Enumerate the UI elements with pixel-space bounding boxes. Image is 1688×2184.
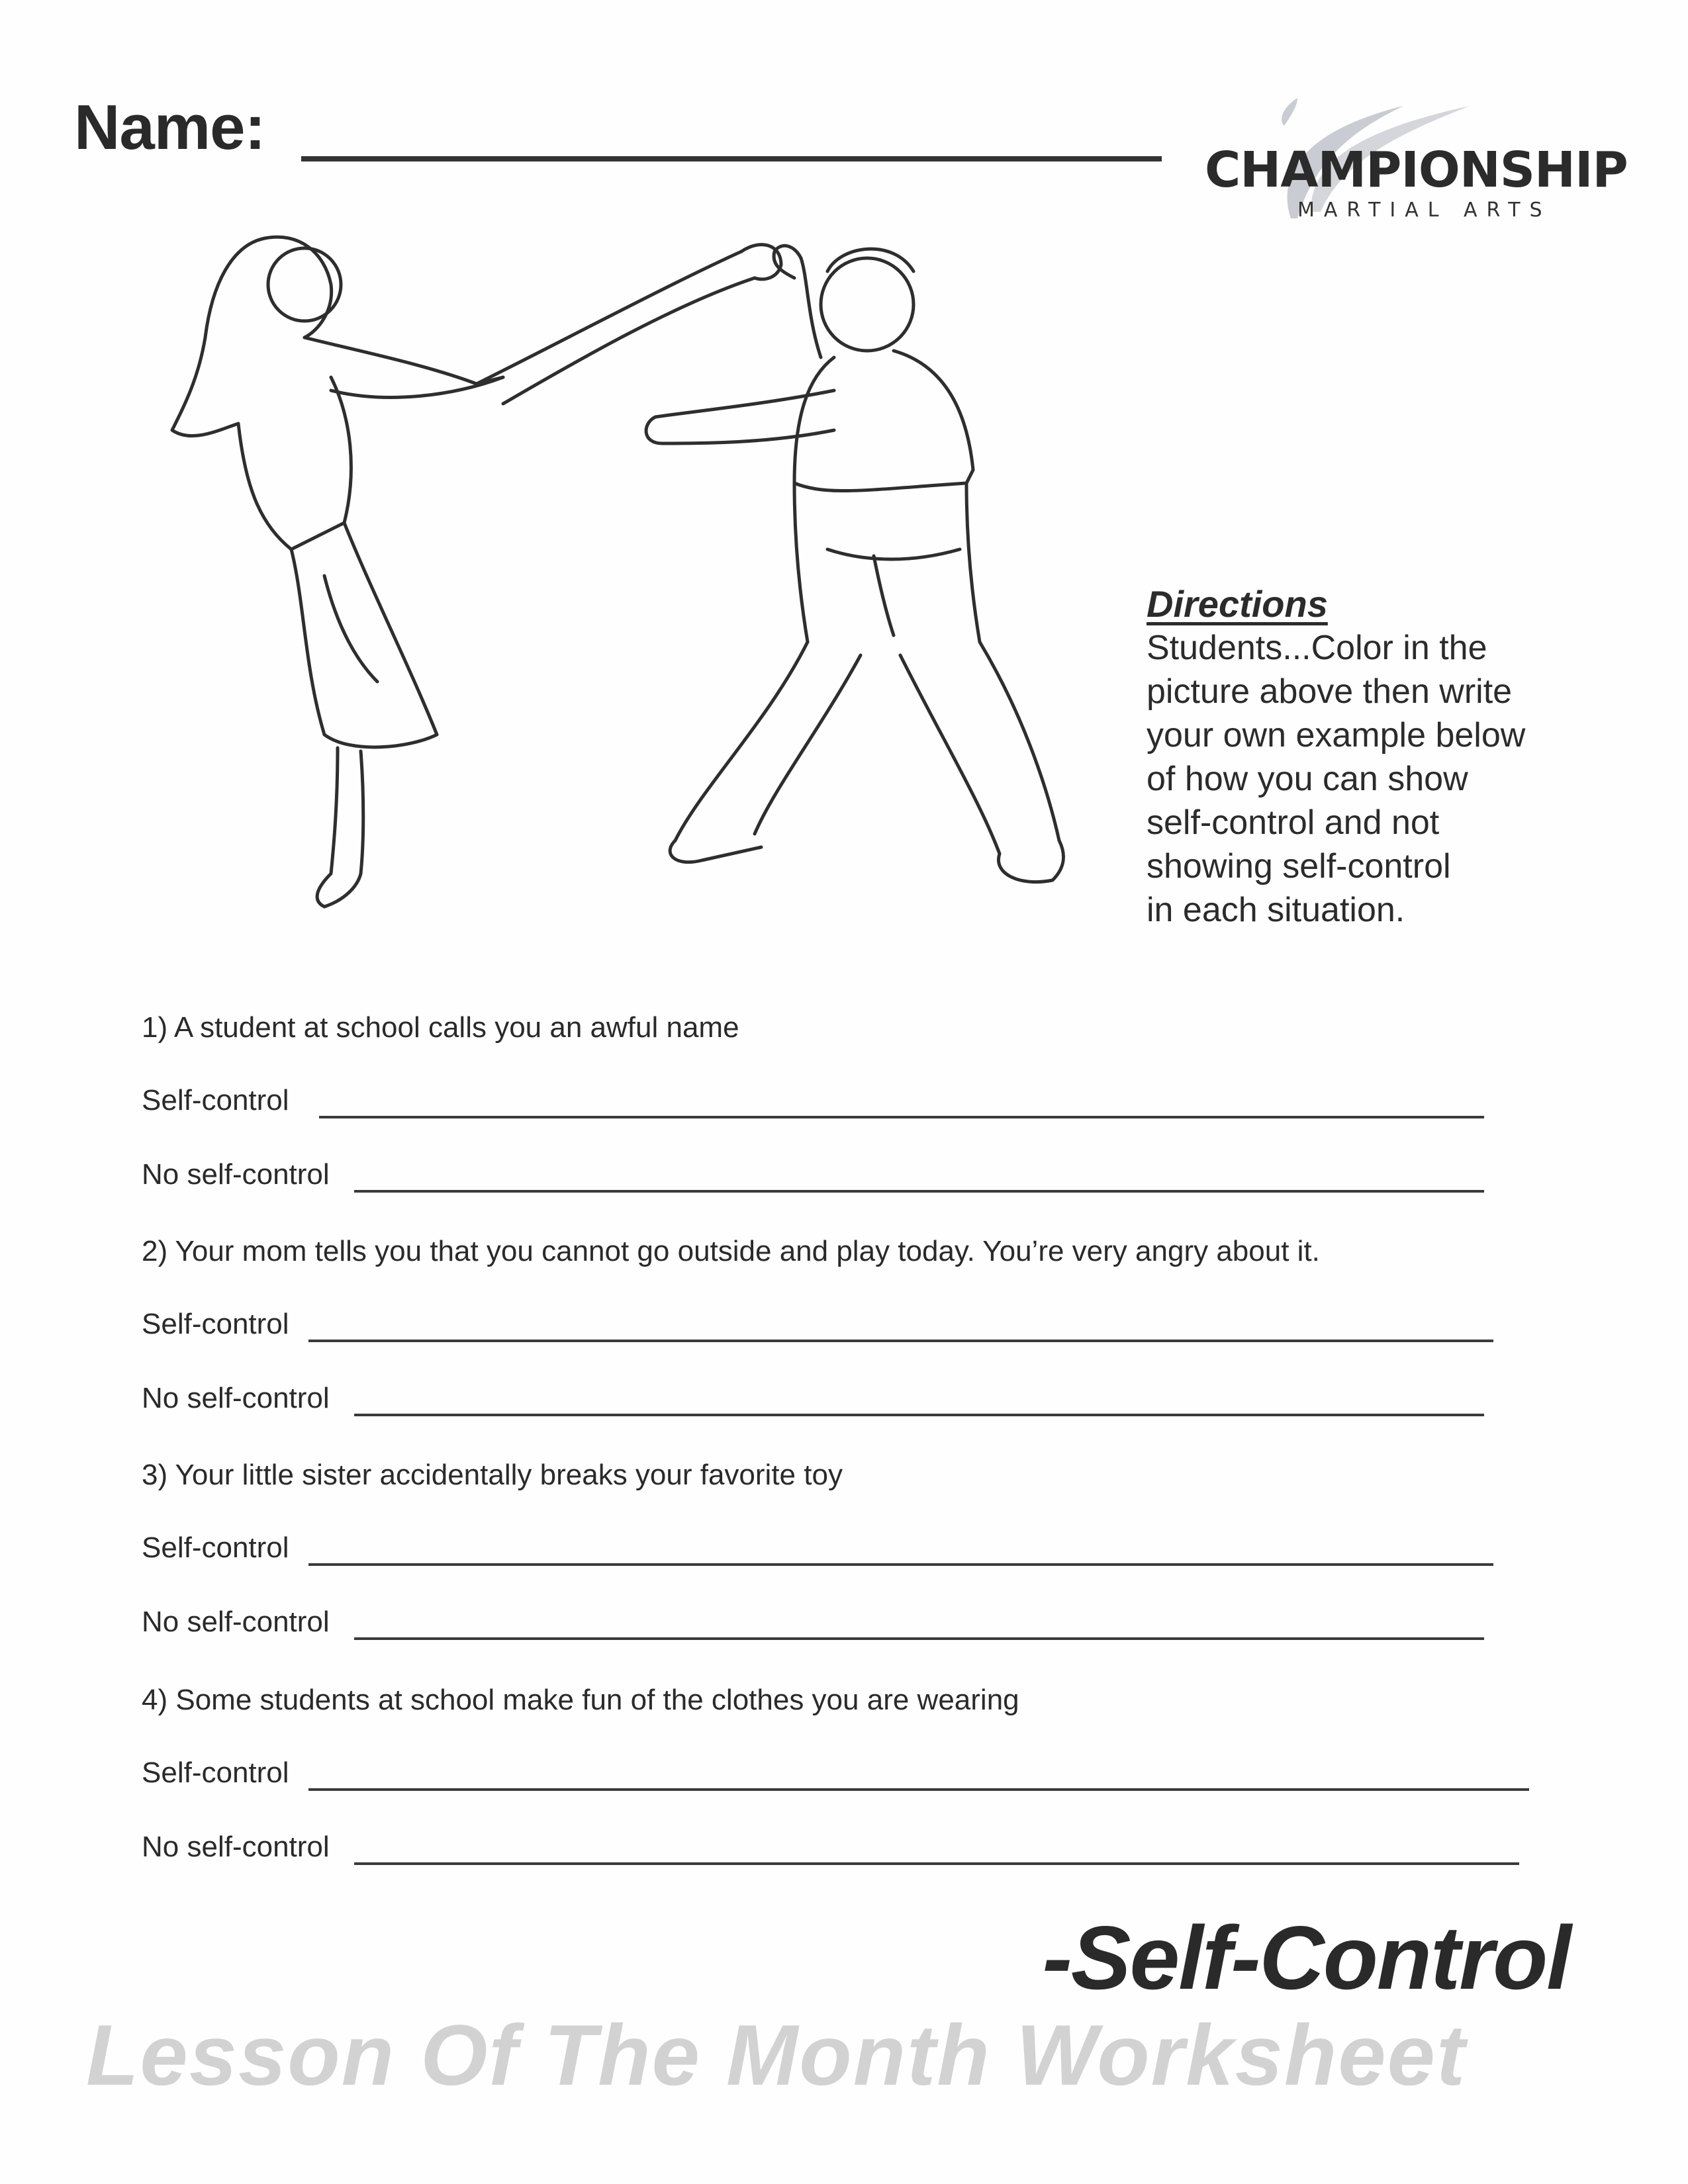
question-1: 1) A student at school calls you an awful name (142, 1011, 739, 1044)
directions-line: showing self-control (1147, 847, 1451, 886)
question-4: 4) Some students at school make fun of the clothes you are wearing (142, 1684, 1019, 1716)
self-control-answer-line[interactable] (319, 1116, 1484, 1118)
question-2: 2) Your mom tells you that you cannot go outside and play today. You’re very angry about it. (142, 1235, 1320, 1267)
self-control-label: Self-control (142, 1084, 289, 1116)
no-self-control-label: No self-control (142, 1831, 330, 1863)
self-control-label: Self-control (142, 1531, 289, 1564)
no-self-control-label: No self-control (142, 1606, 330, 1638)
question-3: 3) Your little sister accidentally breaks your favorite toy (142, 1459, 843, 1491)
directions-title: Directions (1147, 583, 1328, 625)
no-self-control-answer-line[interactable] (354, 1637, 1484, 1640)
self-control-answer-line[interactable] (308, 1788, 1529, 1791)
name-label: Name: (74, 92, 265, 163)
directions-line: in each situation. (1147, 891, 1405, 929)
self-control-label: Self-control (142, 1756, 289, 1789)
directions-line: self-control and not (1147, 803, 1440, 842)
no-self-control-answer-line[interactable] (354, 1414, 1484, 1416)
directions-line: picture above then write (1147, 672, 1513, 711)
self-control-label: Self-control (142, 1308, 289, 1340)
self-control-answer-line[interactable] (308, 1340, 1493, 1342)
martial-arts-kick-illustration-icon (106, 205, 1086, 973)
logo-subtitle: MARTIAL ARTS (1297, 199, 1552, 222)
directions-line: Students...Color in the (1147, 629, 1487, 667)
name-input-line[interactable] (301, 156, 1162, 161)
no-self-control-answer-line[interactable] (354, 1862, 1519, 1865)
directions-line: your own example below (1147, 716, 1526, 754)
directions-line: of how you can show (1147, 760, 1468, 798)
no-self-control-answer-line[interactable] (354, 1190, 1484, 1193)
no-self-control-label: No self-control (142, 1158, 330, 1191)
championship-logo (1205, 79, 1628, 225)
logo-title: CHAMPIONSHIP (1205, 142, 1628, 199)
self-control-answer-line[interactable] (308, 1563, 1493, 1566)
no-self-control-label: No self-control (142, 1382, 330, 1414)
worksheet-subtitle: Lesson Of The Month Worksheet (86, 2007, 1467, 2103)
lesson-topic: -Self-Control (1042, 1907, 1570, 2008)
directions-block (1147, 582, 1597, 932)
